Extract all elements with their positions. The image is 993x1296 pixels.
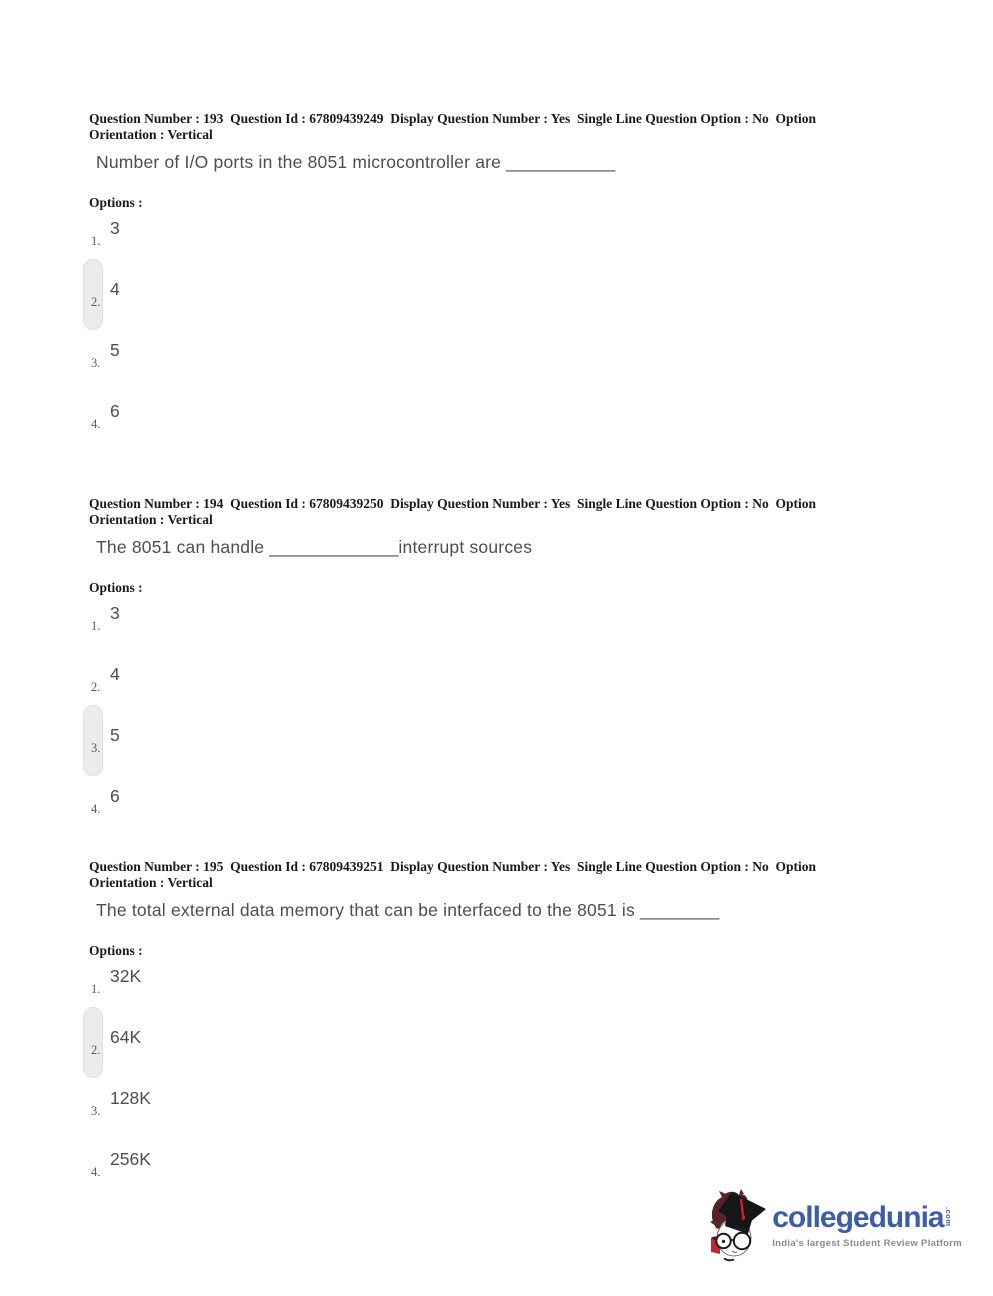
option-value: 64K bbox=[110, 1026, 142, 1047]
option-number: 2. bbox=[91, 679, 101, 694]
option-value: 3 bbox=[110, 217, 120, 238]
question-text: The 8051 can handle _____________interrupt sources bbox=[96, 536, 533, 557]
option-row bbox=[89, 340, 889, 401]
option-value: 32K bbox=[110, 965, 142, 986]
option-row bbox=[89, 603, 889, 664]
question-text: The total external data memory that can be interfaced to the 8051 is ________ bbox=[96, 899, 720, 920]
question-header bbox=[89, 496, 889, 528]
option-row bbox=[89, 725, 889, 786]
options-label: Options : bbox=[89, 579, 143, 595]
question-header-line1: Question Number : 193 Question Id : 67809439249 Display Question Number : Yes Single Line Question Option : No Option bbox=[89, 111, 816, 126]
option-value: 6 bbox=[110, 785, 120, 806]
option-row bbox=[89, 279, 889, 340]
option-row bbox=[89, 401, 889, 462]
question-block-194 bbox=[89, 496, 889, 847]
options-list bbox=[89, 966, 889, 1210]
question-header bbox=[89, 111, 889, 143]
option-value: 3 bbox=[110, 602, 120, 623]
option-number: 3. bbox=[91, 740, 101, 755]
options-label: Options : bbox=[89, 194, 143, 210]
option-value: 5 bbox=[110, 339, 120, 360]
option-number: 1. bbox=[91, 233, 101, 248]
graduate-mascot-icon bbox=[707, 1188, 769, 1264]
question-header-line1: Question Number : 195 Question Id : 67809439251 Display Question Number : Yes Single Line Question Option : No Option bbox=[89, 859, 816, 874]
option-row bbox=[89, 1027, 889, 1088]
options-list bbox=[89, 603, 889, 847]
brand-tagline: India's largest Student Review Platform bbox=[772, 1238, 962, 1249]
brand-suffix: .com bbox=[944, 1207, 954, 1227]
option-row bbox=[89, 664, 889, 725]
option-row bbox=[89, 966, 889, 1027]
option-number: 4. bbox=[91, 1164, 101, 1179]
option-value: 4 bbox=[110, 278, 120, 299]
question-header-line1: Question Number : 194 Question Id : 67809439250 Display Question Number : Yes Single Line Question Option : No Option bbox=[89, 496, 816, 511]
question-block-193 bbox=[89, 111, 889, 462]
brand-text: collegedunia bbox=[772, 1201, 944, 1234]
option-number: 2. bbox=[91, 294, 101, 309]
option-number: 3. bbox=[91, 355, 101, 370]
option-row bbox=[89, 218, 889, 279]
option-value: 256K bbox=[110, 1148, 151, 1169]
brand-row bbox=[772, 1203, 962, 1233]
option-row bbox=[89, 786, 889, 847]
collegedunia-logo bbox=[707, 1188, 962, 1264]
question-text: Number of I/O ports in the 8051 microcontroller are ___________ bbox=[96, 151, 616, 172]
option-number: 3. bbox=[91, 1103, 101, 1118]
question-header-line2: Orientation : Vertical bbox=[89, 126, 213, 142]
options-list bbox=[89, 218, 889, 462]
option-row bbox=[89, 1088, 889, 1149]
question-header-line2: Orientation : Vertical bbox=[89, 511, 213, 527]
option-number: 4. bbox=[91, 416, 101, 431]
question-header bbox=[89, 859, 889, 891]
option-value: 128K bbox=[110, 1087, 151, 1108]
option-value: 4 bbox=[110, 663, 120, 684]
options-label: Options : bbox=[89, 942, 143, 958]
option-number: 1. bbox=[91, 618, 101, 633]
option-number: 2. bbox=[91, 1042, 101, 1057]
option-number: 1. bbox=[91, 981, 101, 996]
option-value: 5 bbox=[110, 724, 120, 745]
question-block-195 bbox=[89, 859, 889, 1210]
option-value: 6 bbox=[110, 400, 120, 421]
logo-text bbox=[772, 1203, 962, 1249]
option-number: 4. bbox=[91, 801, 101, 816]
question-header-line2: Orientation : Vertical bbox=[89, 874, 213, 890]
